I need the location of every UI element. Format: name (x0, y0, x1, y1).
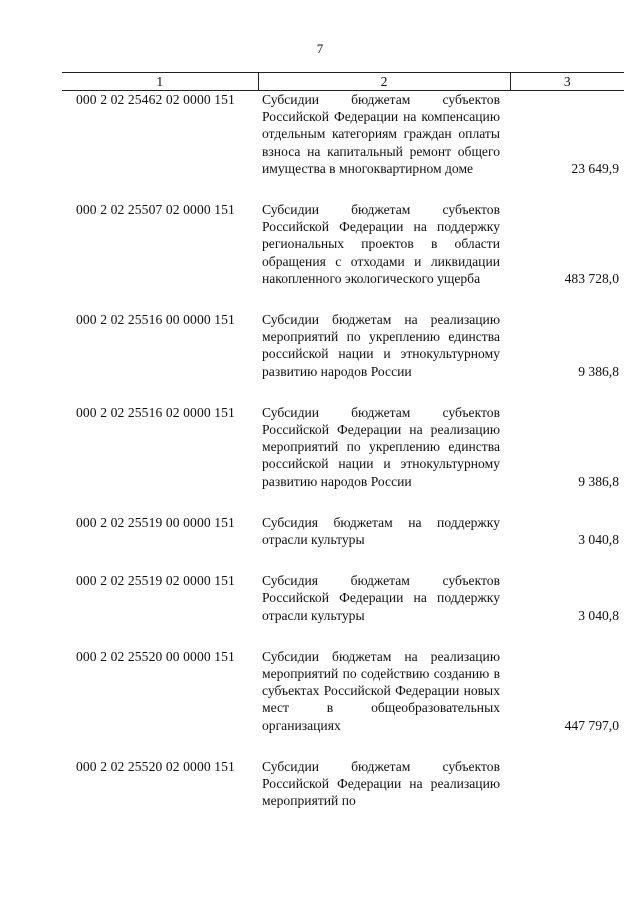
budget-code: 000 2 02 25520 00 0000 151 (76, 648, 235, 664)
amount: 9 386,8 (578, 473, 619, 489)
income-description: Субсидии бюджетам на реализацию мероприятий по укреплению единства российской нации и этнокультурному развитию народов России (262, 312, 500, 379)
table-row (62, 201, 624, 311)
amount: 483 728,0 (564, 270, 619, 286)
budget-code: 000 2 02 25519 00 0000 151 (76, 514, 235, 530)
income-description: Субсидия бюджетам на поддержку отрасли культуры (262, 514, 500, 548)
page-number: 7 (316, 41, 324, 56)
budget-code: 000 2 02 25516 02 0000 151 (76, 404, 235, 420)
budget-code: 000 2 02 25516 00 0000 151 (76, 312, 235, 328)
column-header-3: 3 (510, 73, 624, 91)
budget-code: 000 2 02 25520 02 0000 151 (76, 758, 235, 774)
income-description: Субсидии бюджетам субъектов Российской Федерации на реализацию мероприятий по укреплению единства российской нации и этнокультурному развитию народов России (262, 404, 500, 489)
table-row (62, 572, 624, 648)
amount: 9 386,8 (578, 363, 619, 379)
income-description: Субсидии бюджетам субъектов Российской Федерации на реализацию мероприятий по (262, 758, 500, 809)
column-header-2: 2 (258, 73, 510, 91)
amount (510, 758, 624, 810)
header-row (62, 73, 624, 91)
amount: 23 649,9 (571, 160, 619, 176)
income-description: Субсидии бюджетам на реализацию мероприятий по содействию созданию в субъектах Российской Федерации новых мест в общеобразовательных организациях (262, 648, 500, 733)
budget-code: 000 2 02 25462 02 0000 151 (76, 92, 235, 107)
table-row (62, 91, 624, 202)
amount: 3 040,8 (578, 607, 619, 623)
table-row (62, 404, 624, 514)
income-description: Субсидии бюджетам субъектов Российской Федерации на компенсацию отдельным категориям граждан оплаты взноса на капитальный ремонт общего имущества в многоквартирном доме (262, 92, 500, 176)
budget-code: 000 2 02 25507 02 0000 151 (76, 202, 235, 218)
table-row (62, 648, 624, 758)
table-row (62, 758, 624, 810)
table-row (62, 311, 624, 404)
amount: 3 040,8 (578, 532, 619, 548)
income-description: Субсидия бюджетам субъектов Российской Федерации на поддержку отрасли культуры (262, 573, 500, 623)
column-header-1: 1 (62, 73, 258, 91)
budget-table (62, 72, 624, 810)
income-description: Субсидии бюджетам субъектов Российской Федерации на поддержку региональных проектов в области обращения с отходами и ликвидации накопленного экологического ущерба (262, 202, 500, 286)
table-body (62, 91, 624, 810)
amount: 447 797,0 (564, 717, 619, 733)
budget-code: 000 2 02 25519 02 0000 151 (76, 573, 235, 589)
table-header (62, 73, 624, 91)
table-row (62, 514, 624, 572)
